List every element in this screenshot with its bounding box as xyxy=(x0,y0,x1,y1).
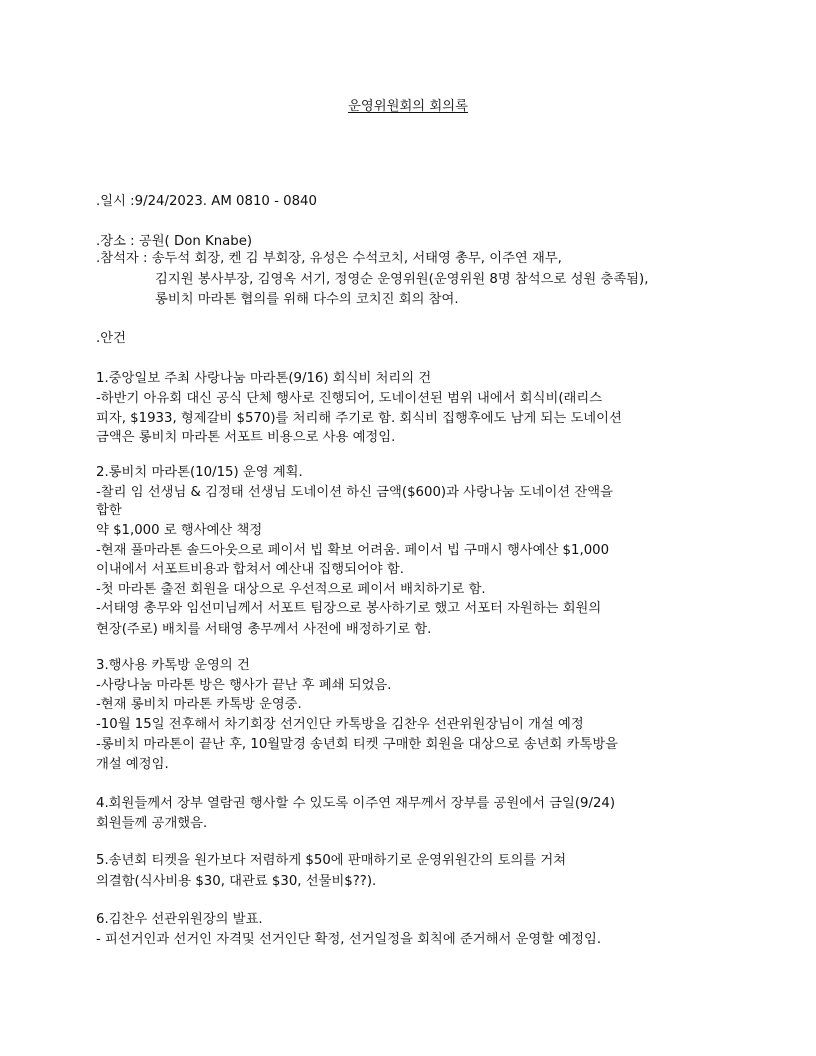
agenda-item-line: -현재 풀마라톤 솔드아웃으로 페이서 빕 확보 어려움. 페이서 빕 구매시 행사예산 $1,000 xyxy=(96,543,610,558)
agenda-item-line: -10월 15일 전후해서 차기회장 선거인단 카톡방을 김찬우 선관위원장님이 개설 예정 xyxy=(96,717,584,732)
agenda-item-line: 의결함(식사비용 $30, 대관료 $30, 선물비$??). xyxy=(96,874,377,889)
agenda-item-line: 합한 xyxy=(96,503,122,518)
agenda-label: .안건 xyxy=(96,331,126,346)
attendees-line: 김지원 봉사부장, 김영옥 서기, 정영순 운영위원(운영위원 8명 참석으로 성원 충족됨), xyxy=(155,272,649,287)
agenda-item-line: -사랑나눔 마라톤 방은 행사가 끝난 후 폐쇄 되었음. xyxy=(96,678,392,693)
agenda-item-line: -찰리 임 선생님 & 김정태 선생님 도네이션 하신 금액($600)과 사랑나눔 도네이션 잔액을 xyxy=(96,485,613,500)
agenda-item-line: 약 $1,000 로 행사예산 책정 xyxy=(96,523,263,538)
agenda-item-line: 개설 예정임. xyxy=(96,757,169,772)
agenda-item-line: -롱비치 마라톤이 끝난 후, 10월말경 송년회 티켓 구매한 회원을 대상으로 송년회 카톡방을 xyxy=(96,737,619,752)
agenda-item-line: -현재 롱비치 마라톤 카톡방 운영중. xyxy=(96,697,302,712)
agenda-item-heading: 6.김찬우 선관위원장의 발표. xyxy=(96,912,263,927)
attendees-line: 롱비치 마라톤 협의를 위해 다수의 코치진 회의 참여. xyxy=(155,292,459,307)
agenda-item-heading: 4.회원들께서 장부 열람권 행사할 수 있도록 이주연 재무께서 장부를 공원에서 금일(9/24) xyxy=(96,796,616,811)
page-title: 운영위원회의 회의록 xyxy=(348,99,468,114)
agenda-item-line: 금액은 롱비치 마라톤 서포트 비용으로 사용 예정임. xyxy=(96,430,396,445)
meeting-place: .장소 : 공원( Don Knabe) xyxy=(96,234,253,249)
agenda-item-heading: 3.행사용 카톡방 운영의 건 xyxy=(96,658,250,673)
agenda-item-line: 이내에서 서포트비용과 합쳐서 예산내 집행되어야 함. xyxy=(96,562,404,577)
agenda-item-heading: 1.중앙일보 주최 사랑나눔 마라톤(9/16) 회식비 처리의 건 xyxy=(96,371,432,386)
agenda-item-line: -첫 마라톤 출전 회원을 대상으로 우선적으로 페이서 배치하기로 함. xyxy=(96,582,486,597)
agenda-item-line: -하반기 아유회 대신 공식 단체 행사로 진행되어, 도네이션된 범위 내에서 회식비(래리스 xyxy=(96,391,603,406)
agenda-item-line: 현장(주로) 배치를 서태영 총무께서 사전에 배정하기로 함. xyxy=(96,622,432,637)
agenda-item-line: 피자, $1933, 형제갈비 $570)를 처리해 주기로 함. 회식비 집행후에도 남게 되는 도네이션 xyxy=(96,411,622,426)
agenda-item-line: -서태영 총무와 임선미님께서 서포트 팀장으로 봉사하기로 했고 서포터 자원하는 회원의 xyxy=(96,601,602,616)
agenda-item-line: 회원들께 공개했음. xyxy=(96,816,208,831)
agenda-item-heading: 2.롱비치 마라톤(10/15) 운영 계획. xyxy=(96,465,303,480)
attendees-line: .참석자 : 송두석 회장, 켄 김 부회장, 유성은 수석코치, 서태영 총무, 이주연 재무, xyxy=(96,251,562,266)
agenda-item-line: - 피선거인과 선거인 자격및 선거인단 확정, 선거일정을 회칙에 준거해서 운영할 예정임. xyxy=(96,932,602,947)
agenda-item-heading: 5.송년회 티켓을 원가보다 저렴하게 $50에 판매하기로 운영위원간의 토의를 거쳐 xyxy=(96,853,567,868)
meeting-datetime: .일시 :9/24/2023. AM 0810 - 0840 xyxy=(96,194,317,209)
